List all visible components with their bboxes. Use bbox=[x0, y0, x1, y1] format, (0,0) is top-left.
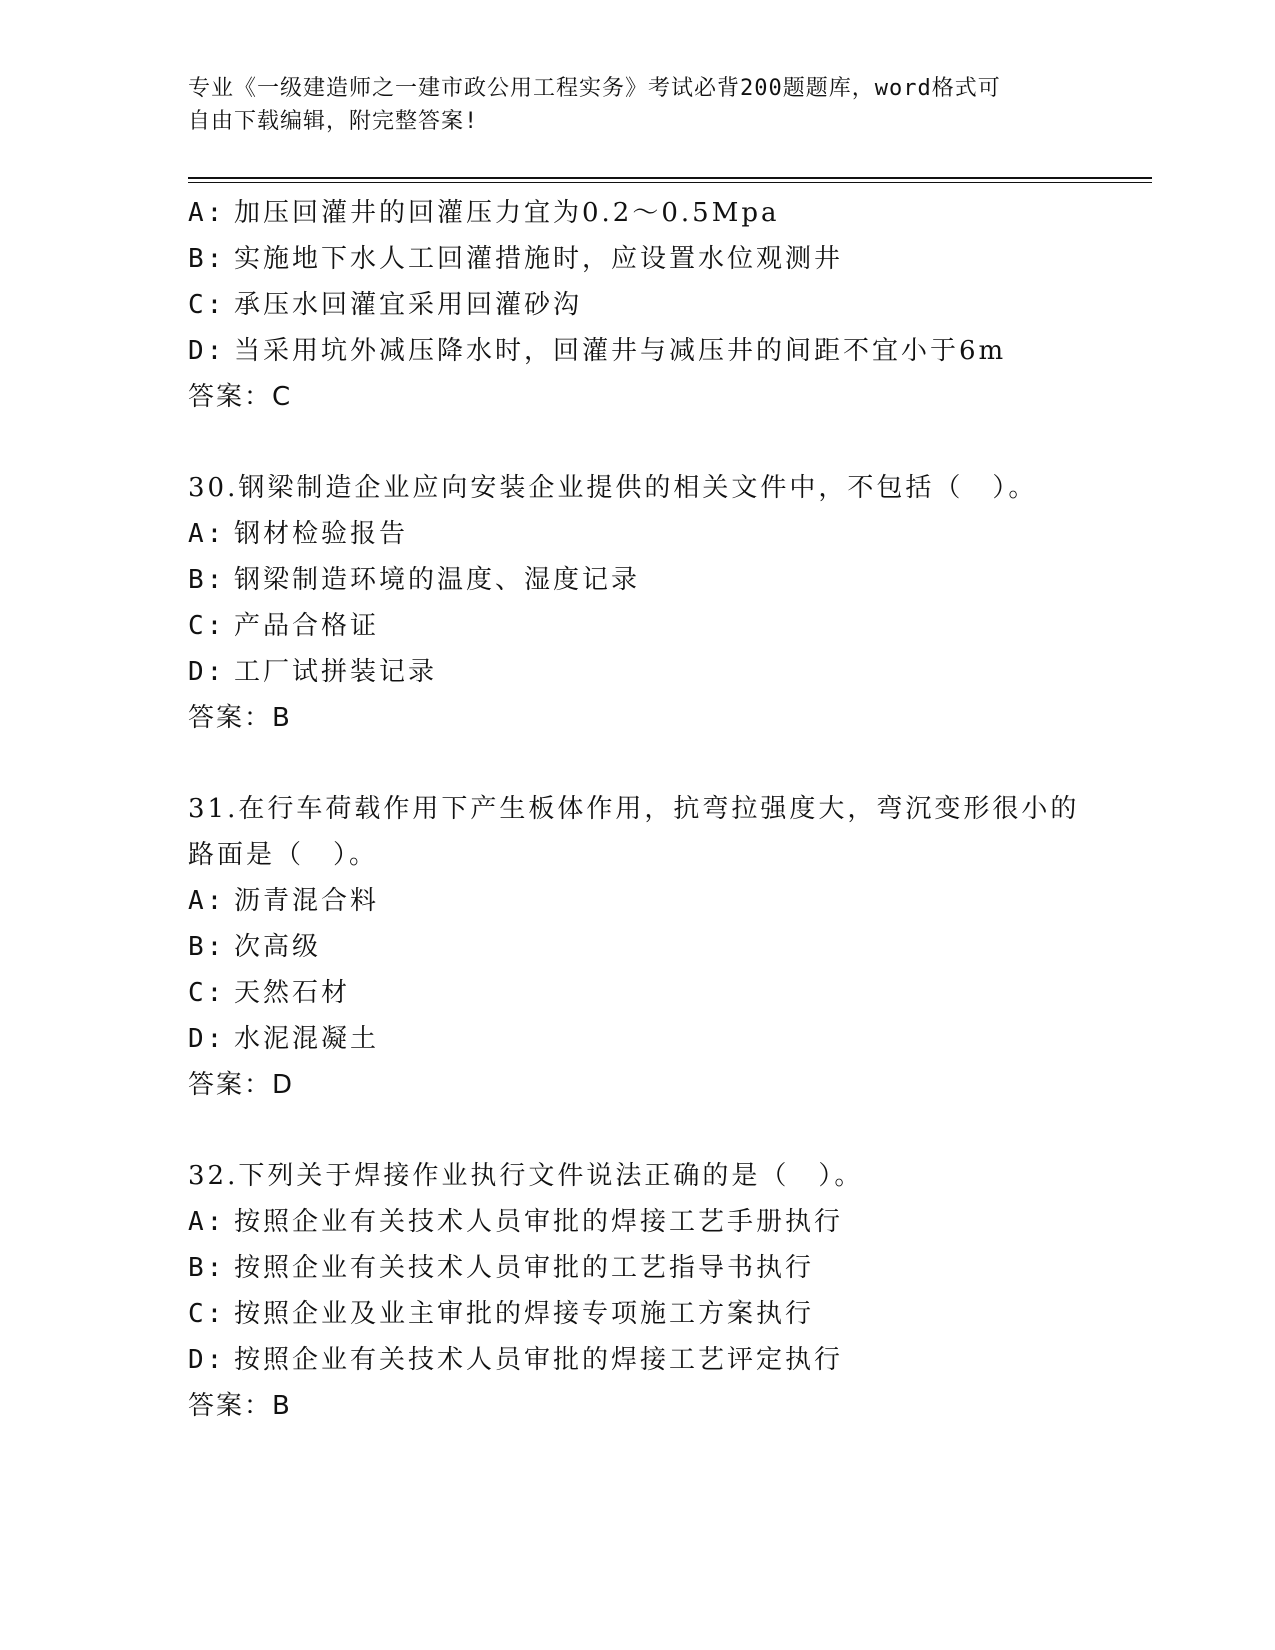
option-text: 产品合格证 bbox=[234, 611, 380, 641]
option-c bbox=[188, 603, 1128, 649]
option-text: 加压回灌井的回灌压力宜为0.2～0.5Mpa bbox=[234, 198, 780, 228]
question-text: 32.下列关于焊接作业执行文件说法正确的是（ ）。 bbox=[188, 1161, 864, 1191]
option-letter: B: bbox=[188, 565, 226, 595]
option-letter: A: bbox=[188, 1207, 226, 1237]
option-b bbox=[188, 924, 1128, 970]
option-d bbox=[188, 328, 1128, 374]
option-text: 按照企业及业主审批的焊接专项施工方案执行 bbox=[234, 1299, 815, 1329]
option-text: 钢梁制造环境的温度、湿度记录 bbox=[234, 565, 641, 595]
option-a bbox=[188, 878, 1128, 924]
option-letter: C: bbox=[188, 611, 226, 641]
option-a bbox=[188, 1199, 1128, 1245]
option-b bbox=[188, 236, 1128, 282]
option-letter: A: bbox=[188, 519, 226, 549]
option-letter: B: bbox=[188, 1253, 226, 1283]
option-letter: D: bbox=[188, 1345, 226, 1375]
option-letter: A: bbox=[188, 198, 226, 228]
option-b bbox=[188, 1245, 1128, 1291]
option-letter: C: bbox=[188, 290, 226, 320]
option-text: 水泥混凝土 bbox=[234, 1024, 380, 1054]
option-letter: A: bbox=[188, 886, 226, 916]
option-letter: B: bbox=[188, 932, 226, 962]
option-d bbox=[188, 1016, 1128, 1062]
header-rule-thick bbox=[188, 177, 1152, 179]
option-text: 次高级 bbox=[234, 932, 322, 962]
answer-line: 答案：B bbox=[188, 1391, 292, 1421]
option-a bbox=[188, 511, 1128, 557]
option-text: 工厂试拼装记录 bbox=[234, 657, 438, 687]
option-text: 按照企业有关技术人员审批的工艺指导书执行 bbox=[234, 1253, 815, 1283]
option-text: 钢材检验报告 bbox=[234, 519, 409, 549]
question-31 bbox=[188, 786, 1128, 1108]
option-c bbox=[188, 282, 1128, 328]
option-text: 按照企业有关技术人员审批的焊接工艺手册执行 bbox=[234, 1207, 844, 1237]
answer-line: 答案：D bbox=[188, 1070, 295, 1100]
option-d bbox=[188, 649, 1128, 695]
option-letter: B: bbox=[188, 244, 226, 274]
option-c bbox=[188, 1291, 1128, 1337]
option-text: 承压水回灌宜采用回灌砂沟 bbox=[234, 290, 583, 320]
spacer bbox=[188, 420, 1128, 465]
spacer bbox=[188, 741, 1128, 786]
question-30 bbox=[188, 465, 1128, 741]
option-text: 天然石材 bbox=[234, 978, 351, 1008]
option-letter: C: bbox=[188, 1299, 226, 1329]
header-line-1: 专业《一级建造师之一建市政公用工程实务》考试必背200题题库，word格式可 bbox=[188, 76, 1001, 101]
option-d bbox=[188, 1337, 1128, 1383]
option-c bbox=[188, 970, 1128, 1016]
option-letter: C: bbox=[188, 978, 226, 1008]
spacer bbox=[188, 1108, 1128, 1153]
question-32 bbox=[188, 1153, 1128, 1429]
option-text: 实施地下水人工回灌措施时，应设置水位观测井 bbox=[234, 244, 844, 274]
option-letter: D: bbox=[188, 336, 226, 366]
question-29 bbox=[188, 190, 1128, 420]
header-line-2: 自由下载编辑，附完整答案! bbox=[188, 109, 479, 134]
answer-line: 答案：B bbox=[188, 703, 292, 733]
header-rule-thin bbox=[188, 182, 1152, 183]
option-b bbox=[188, 557, 1128, 603]
question-text: 30.钢梁制造企业应向安装企业提供的相关文件中，不包括（ ）。 bbox=[188, 473, 1038, 503]
option-text: 沥青混合料 bbox=[234, 886, 380, 916]
option-a bbox=[188, 190, 1128, 236]
option-text: 按照企业有关技术人员审批的焊接工艺评定执行 bbox=[234, 1345, 844, 1375]
question-list bbox=[188, 190, 1128, 1429]
option-letter: D: bbox=[188, 657, 226, 687]
option-letter: D: bbox=[188, 1024, 226, 1054]
question-text-line-1: 31.在行车荷载作用下产生板体作用，抗弯拉强度大，弯沉变形很小的 bbox=[188, 794, 1080, 824]
answer-line: 答案：C bbox=[188, 382, 293, 412]
document-header bbox=[188, 72, 1088, 138]
option-text: 当采用坑外减压降水时，回灌井与减压井的间距不宜小于6m bbox=[234, 336, 1007, 366]
question-text-line-2: 路面是（ ）。 bbox=[188, 840, 379, 870]
